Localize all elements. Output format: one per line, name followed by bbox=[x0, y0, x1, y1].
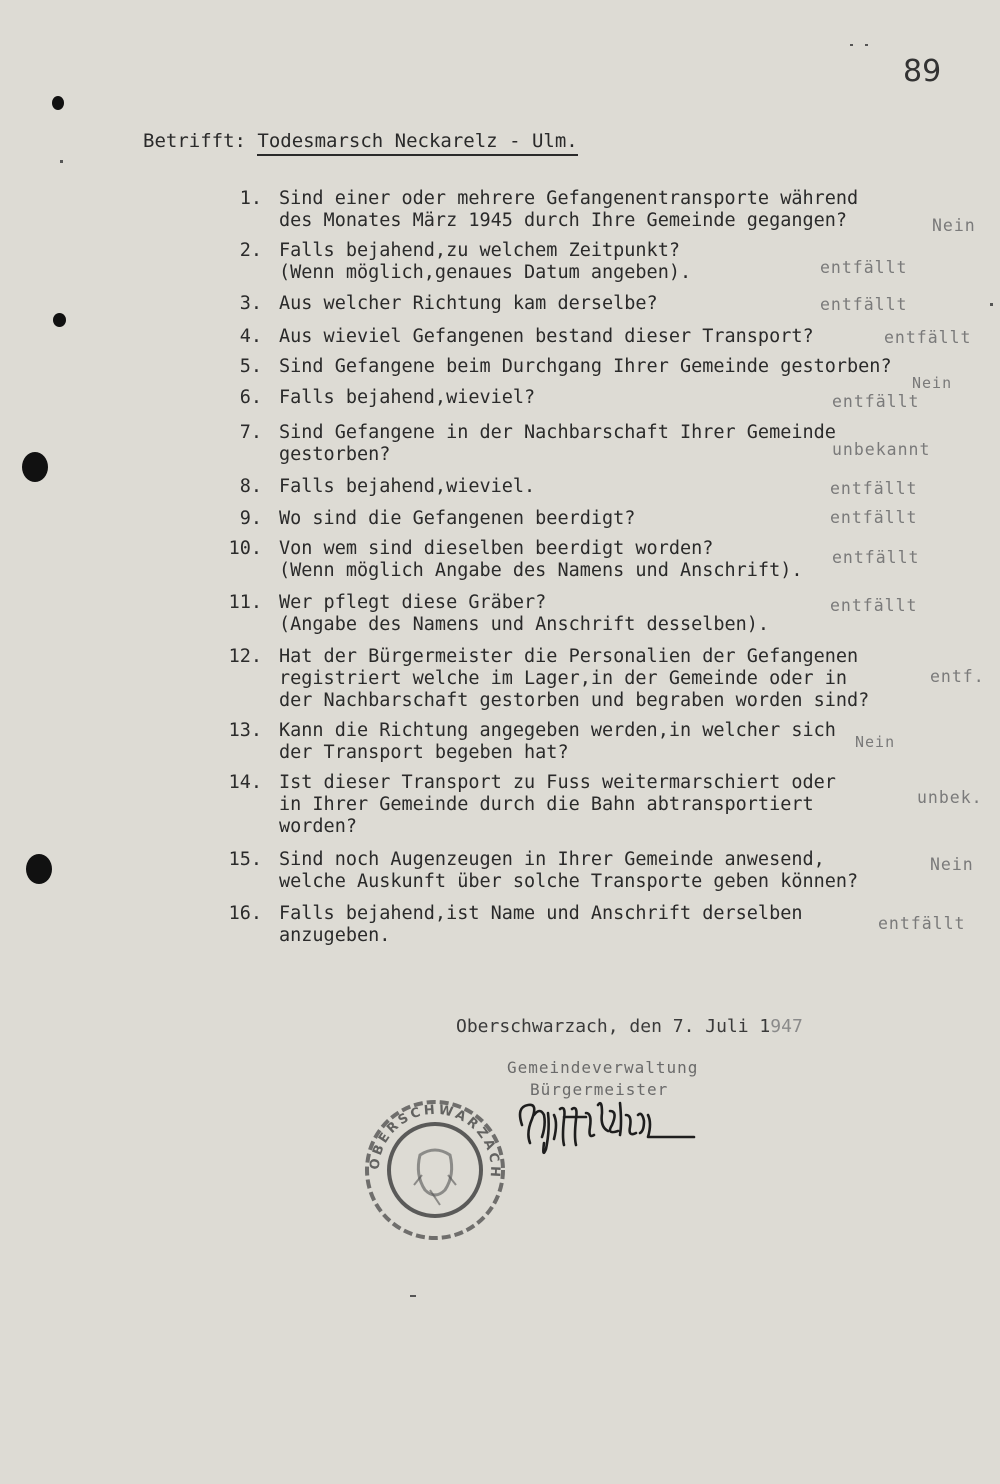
speck bbox=[60, 160, 63, 163]
question-text: Sind noch Augenzeugen in Ihrer Gemeinde anwesend, welche Auskunft über solche Transporte geben können? bbox=[279, 849, 859, 892]
question-text: Sind Gefangene beim Durchgang Ihrer Gemeinde gestorben? bbox=[279, 356, 892, 377]
question-text: Falls bejahend,wieviel? bbox=[279, 387, 536, 408]
punch-hole bbox=[52, 96, 64, 110]
question-answer: unbekannt bbox=[832, 440, 931, 459]
speck bbox=[990, 303, 993, 306]
question-text: Aus wieviel Gefangenen bestand dieser Transport? bbox=[279, 326, 814, 347]
question-answer: Nein bbox=[930, 855, 974, 874]
question-answer: entfällt bbox=[878, 914, 966, 933]
question-text: Hat der Bürgermeister die Personalien der Gefangenen registriert welche im Lager,in der Gemeinde oder in der Nachbarschaft gestorben und begraben worden sind? bbox=[279, 646, 870, 711]
question-number: 9. bbox=[239, 508, 262, 529]
question-number: 3. bbox=[239, 293, 262, 314]
subject-label: Betrifft: bbox=[143, 130, 246, 152]
question-number: 8. bbox=[239, 476, 262, 497]
punch-hole bbox=[26, 854, 52, 884]
question-text: Wer pflegt diese Gräber? (Angabe des Namens und Anschrift desselben). bbox=[279, 592, 770, 635]
question-text: Sind Gefangene in der Nachbarschaft Ihrer Gemeinde gestorben? bbox=[279, 422, 836, 465]
question-answer: entfällt bbox=[832, 392, 920, 411]
speck bbox=[865, 44, 868, 46]
page-number: 89 bbox=[903, 54, 942, 89]
question-number: 13. bbox=[228, 720, 262, 741]
question-number: 2. bbox=[239, 240, 262, 261]
official-seal bbox=[360, 1095, 510, 1245]
question-text: Falls bejahend,zu welchem Zeitpunkt? (Wenn möglich,genaues Datum angeben). bbox=[279, 240, 692, 283]
question-text: Ist dieser Transport zu Fuss weitermarschiert oder in Ihrer Gemeinde durch die Bahn abtransportiert worden? bbox=[279, 772, 836, 837]
place-date-main: Oberschwarzach, den 7. Juli 1 bbox=[456, 1016, 771, 1037]
question-answer: entfällt bbox=[884, 328, 972, 347]
question-answer: Nein bbox=[912, 374, 953, 392]
question-number: 10. bbox=[228, 538, 262, 559]
subject-line bbox=[143, 130, 578, 152]
question-answer: entfällt bbox=[832, 548, 920, 567]
place-date-faded: 947 bbox=[770, 1016, 803, 1037]
question-number: 16. bbox=[228, 903, 262, 924]
punch-hole bbox=[53, 313, 66, 327]
question-text: Von wem sind dieselben beerdigt worden? (Wenn möglich Angabe des Namens und Anschrift). bbox=[279, 538, 803, 581]
signature-text: Schifferdecker bbox=[510, 1163, 518, 1164]
punch-hole bbox=[22, 452, 48, 482]
question-answer: entfällt bbox=[830, 596, 918, 615]
question-text: Wo sind die Gefangenen beerdigt? bbox=[279, 508, 636, 529]
speck bbox=[850, 44, 853, 46]
question-number: 1. bbox=[239, 188, 262, 209]
question-text: Sind einer oder mehrere Gefangenentransporte während des Monates März 1945 durch Ihre Gemeinde gegangen? bbox=[279, 188, 859, 231]
speck bbox=[410, 1295, 416, 1297]
question-answer: entfällt bbox=[830, 508, 918, 527]
question-answer: unbek. bbox=[917, 788, 983, 807]
subject-topic: Todesmarsch Neckarelz - Ulm. bbox=[257, 130, 577, 156]
question-number: 5. bbox=[239, 356, 262, 377]
question-number: 11. bbox=[228, 592, 262, 613]
question-text: Aus welcher Richtung kam derselbe? bbox=[279, 293, 658, 314]
question-text: Kann die Richtung angegeben werden,in welcher sich der Transport begeben hat? bbox=[279, 720, 836, 763]
question-number: 6. bbox=[239, 387, 262, 408]
question-answer: entf. bbox=[930, 667, 985, 686]
mayor-title: Bürgermeister bbox=[530, 1080, 669, 1099]
question-answer: entfällt bbox=[820, 258, 908, 277]
seal-text: OBERSCHWARZACH bbox=[367, 1102, 503, 1181]
place-and-date bbox=[456, 1016, 803, 1037]
question-text: Falls bejahend,wieviel. bbox=[279, 476, 536, 497]
mayor-signature bbox=[510, 1095, 700, 1165]
question-number: 4. bbox=[239, 326, 262, 347]
question-answer: Nein bbox=[855, 733, 896, 751]
question-number: 14. bbox=[228, 772, 262, 793]
question-answer: Nein bbox=[932, 216, 976, 235]
question-number: 15. bbox=[228, 849, 262, 870]
question-answer: entfällt bbox=[820, 295, 908, 314]
question-number: 12. bbox=[228, 646, 262, 667]
question-answer: entfällt bbox=[830, 479, 918, 498]
municipal-office: Gemeindeverwaltung bbox=[507, 1058, 699, 1077]
question-text: Falls bejahend,ist Name und Anschrift derselben anzugeben. bbox=[279, 903, 803, 946]
question-number: 7. bbox=[239, 422, 262, 443]
